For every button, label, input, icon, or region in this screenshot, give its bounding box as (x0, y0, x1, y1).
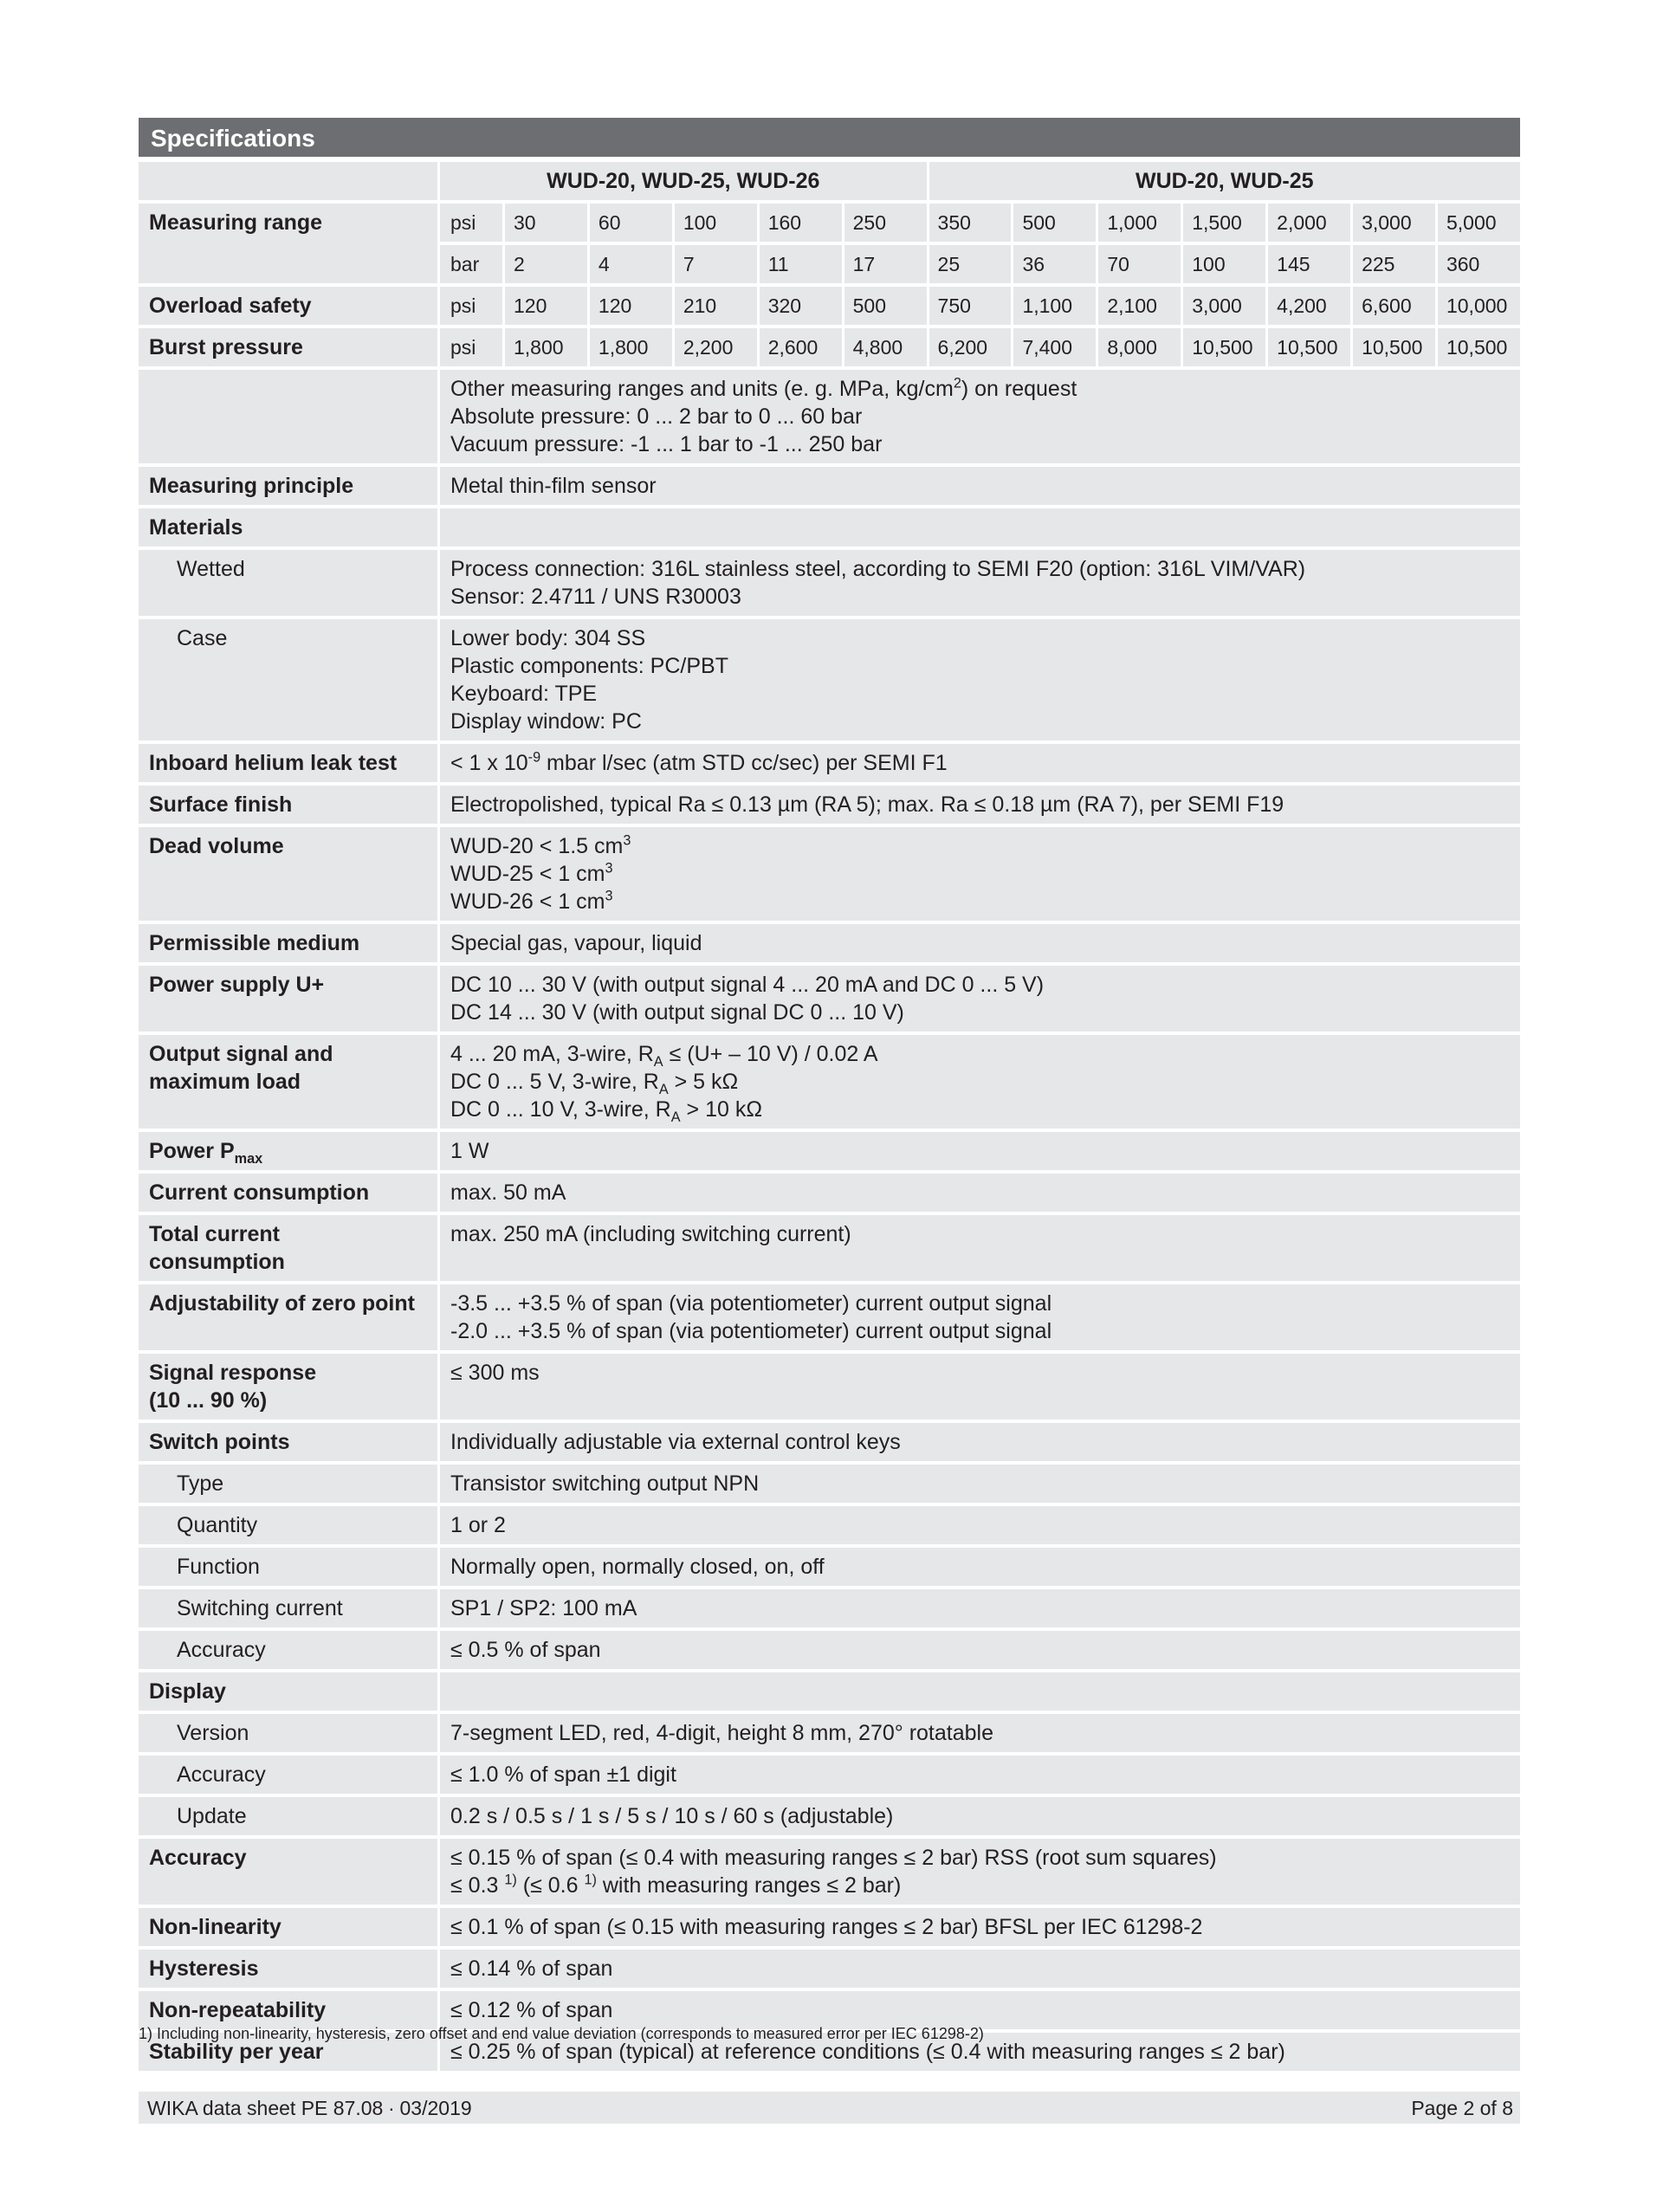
value-cell: 2,600 (760, 328, 842, 366)
value-cell: 3,000 (1353, 204, 1435, 242)
row-label: Surface finish (139, 786, 437, 824)
row-value (440, 1797, 1520, 1835)
spec-row (139, 1354, 1520, 1420)
row-label: Wetted (139, 550, 437, 616)
row-label: Case (139, 619, 437, 741)
row-value (440, 1756, 1520, 1794)
value-cell: 4,200 (1268, 287, 1350, 325)
row-label: Display (139, 1672, 437, 1711)
value-cell: 10,500 (1353, 328, 1435, 366)
specifications-table (136, 158, 1523, 2074)
value-cell: 8,000 (1098, 328, 1181, 366)
row-label (139, 370, 437, 463)
footnote: 1) Including non-linearity, hysteresis, zero offset and end value deviation (corresponds to measured error per IEC 61298-2) (139, 2025, 984, 2042)
value-line: ≤ 300 ms (450, 1361, 540, 1385)
row-value (440, 1174, 1520, 1212)
row-value (440, 966, 1520, 1032)
row-value (440, 1132, 1520, 1170)
value-cell: 5,000 (1438, 204, 1520, 242)
value-line: DC 10 ... 30 V (with output signal 4 ... 20 mA and DC 0 ... 5 V) (450, 973, 1045, 997)
spec-row (139, 508, 1520, 547)
row-value (440, 619, 1520, 741)
value-line: WUD-26 < 1 $cm^3$ (450, 888, 613, 914)
model-group-header: WUD-20, WUD-25, WUD-26 (440, 162, 927, 200)
spec-row (139, 550, 1520, 616)
value-cell: 1,500 (1183, 204, 1265, 242)
row-label: Inboard helium leak test (139, 744, 437, 782)
unit-cell: psi (440, 204, 502, 242)
value-line: Transistor switching output NPN (450, 1471, 760, 1496)
spec-row (139, 619, 1520, 741)
row-value (440, 744, 1520, 782)
value-cell: 25 (929, 245, 1012, 283)
spec-row (139, 827, 1520, 921)
row-value (440, 1908, 1520, 1946)
value-cell: 2,000 (1268, 204, 1350, 242)
row-label: Non-repeatability (139, 1991, 437, 2029)
row-label: Power $P_{max}$ (139, 1132, 437, 1170)
value-cell: 2,100 (1098, 287, 1181, 325)
value-cell: 10,500 (1183, 328, 1265, 366)
value-cell: 120 (505, 287, 587, 325)
row-label: Current consumption (139, 1174, 437, 1212)
value-cell: 4 (590, 245, 672, 283)
row-label: Accuracy (139, 1756, 437, 1794)
row-value (440, 827, 1520, 921)
section-title: Specifications (139, 118, 1520, 157)
pressure-row (139, 204, 1520, 242)
value-cell: 36 (1013, 245, 1096, 283)
value-cell: 360 (1438, 245, 1520, 283)
spec-row (139, 1284, 1520, 1350)
spec-row (139, 1631, 1520, 1669)
row-value (440, 1991, 1520, 2029)
spec-row (139, 1215, 1520, 1281)
value-cell: 500 (1013, 204, 1096, 242)
row-label: Materials (139, 508, 437, 547)
model-group-header-row (139, 162, 1520, 200)
spec-row (139, 1950, 1520, 1988)
value-cell: 120 (590, 287, 672, 325)
row-label: Total current consumption (139, 1215, 437, 1281)
value-line: Absolute pressure: 0 ... 2 bar to 0 ... 60 bar (450, 404, 863, 429)
value-line: WUD-25 < 1 $cm^3$ (450, 860, 613, 886)
spec-row (139, 966, 1520, 1032)
model-group-header: WUD-20, WUD-25 (929, 162, 1520, 200)
value-line: 4 ... 20 mA, 3-wire, $R_A \le (U+ - 10$ V) / 0.02 A (450, 1042, 878, 1070)
value-line: 7-segment LED, red, 4-digit, height 8 mm, 270° rotatable (450, 1721, 993, 1745)
spec-row (139, 1839, 1520, 1905)
spec-row (139, 1756, 1520, 1794)
row-value (440, 550, 1520, 616)
value-line: ≤ 0.25 % of span (typical) at reference conditions (≤ 0.4 with measuring ranges ≤ 2 bar) (450, 2040, 1285, 2064)
value-line: max. 50 mA (450, 1180, 566, 1205)
value-cell: 1,000 (1098, 204, 1181, 242)
page-number: Page 2 of 8 (1411, 2097, 1513, 2119)
value-line: Keyboard: TPE (450, 682, 598, 706)
row-label: Function (139, 1548, 437, 1586)
value-cell: 350 (929, 204, 1012, 242)
value-line: Vacuum pressure: -1 ... 1 bar to -1 ... 250 bar (450, 432, 883, 456)
value-line: Sensor: 2.4711 / UNS R30003 (450, 585, 741, 609)
row-label: Switch points (139, 1423, 437, 1461)
value-cell: 145 (1268, 245, 1350, 283)
spec-row (139, 1174, 1520, 1212)
value-line: Lower body: 304 SS (450, 626, 646, 650)
value-line: max. 250 mA (including switching current) (450, 1222, 851, 1246)
row-label: Power supply U+ (139, 966, 437, 1032)
row-label: Signal response (10 ... 90 %) (139, 1354, 437, 1420)
row-label: Dead volume (139, 827, 437, 921)
value-cell: 320 (760, 287, 842, 325)
row-value (440, 1631, 1520, 1669)
value-line: DC 0 ... 5 V, 3-wire, $R_A > 5$ kΩ (450, 1070, 739, 1097)
row-label: Hysteresis (139, 1950, 437, 1988)
value-line: ≤ 0.5 % of span (450, 1638, 601, 1662)
spec-row (139, 1714, 1520, 1752)
value-line: 1 or 2 (450, 1513, 506, 1537)
row-label: Measuring range (139, 204, 437, 283)
value-line: ≤ 0.14 % of span (450, 1957, 613, 1981)
value-line: DC 14 ... 30 V (with output signal DC 0 ... 10 V) (450, 1000, 904, 1025)
spec-row (139, 786, 1520, 824)
value-cell: 7,400 (1013, 328, 1096, 366)
value-cell: 210 (675, 287, 757, 325)
value-cell: 6,200 (929, 328, 1012, 366)
row-value (440, 370, 1520, 463)
row-value (440, 786, 1520, 824)
datasheet-reference: WIKA data sheet PE 87.08 ∙ 03/2019 (147, 2097, 472, 2119)
value-cell: 30 (505, 204, 587, 242)
value-line: Electropolished, typical Ra ≤ 0.13 µm (RA 5); max. Ra ≤ 0.18 µm (RA 7), per SEMI F19 (450, 792, 1284, 817)
value-line: ≤ 1.0 % of span ±1 digit (450, 1762, 676, 1787)
value-cell: 225 (1353, 245, 1435, 283)
row-label: Quantity (139, 1506, 437, 1544)
value-line: ≤ 0.3 $^{1)}$ (≤ 0.6 $^{1)}$ with measuring ranges ≤ 2 bar) (450, 1872, 902, 1898)
value-cell: 2 (505, 245, 587, 283)
value-line: ≤ 0.12 % of span (450, 1998, 613, 2022)
spec-row (139, 1672, 1520, 1711)
value-line: Process connection: 316L stainless steel, according to SEMI F20 (option: 316L VIM/VAR) (450, 557, 1306, 581)
spec-row (139, 1548, 1520, 1586)
row-value (440, 508, 1520, 547)
value-cell: 1,800 (505, 328, 587, 366)
spec-row (139, 924, 1520, 962)
value-cell: 10,500 (1268, 328, 1350, 366)
row-label: Adjustability of zero point (139, 1284, 437, 1350)
spec-row (139, 370, 1520, 463)
row-label: Accuracy (139, 1839, 437, 1905)
value-line: Plastic components: PC/PBT (450, 654, 728, 678)
value-line: Other measuring ranges and units (e. g. MPa, $kg/cm^2$) on request (450, 375, 1077, 401)
row-value (440, 1714, 1520, 1752)
value-cell: 1,800 (590, 328, 672, 366)
row-label: Version (139, 1714, 437, 1752)
value-line: ≤ 0.15 % of span (≤ 0.4 with measuring ranges ≤ 2 bar) RSS (root sum squares) (450, 1846, 1217, 1870)
value-line: DC 0 ... 10 V, 3-wire, $R_A > 10$ kΩ (450, 1097, 763, 1125)
row-value (440, 924, 1520, 962)
value-line: 1 W (450, 1139, 489, 1163)
row-value (440, 1354, 1520, 1420)
value-cell: 1,100 (1013, 287, 1096, 325)
value-line: SP1 / SP2: 100 mA (450, 1596, 637, 1620)
value-cell: 500 (844, 287, 927, 325)
value-cell: 160 (760, 204, 842, 242)
value-cell: 7 (675, 245, 757, 283)
row-value (440, 1423, 1520, 1461)
value-line: Metal thin-film sensor (450, 474, 657, 498)
value-cell: 10,500 (1438, 328, 1520, 366)
row-value (440, 1465, 1520, 1503)
row-label: Accuracy (139, 1631, 437, 1669)
value-line: Special gas, vapour, liquid (450, 931, 702, 955)
spec-row (139, 1797, 1520, 1835)
value-line: Individually adjustable via external control keys (450, 1430, 901, 1454)
value-cell: 11 (760, 245, 842, 283)
row-value (440, 1215, 1520, 1281)
spec-row (139, 1991, 1520, 2029)
value-cell: 70 (1098, 245, 1181, 283)
spec-row (139, 1465, 1520, 1503)
value-line: Display window: PC (450, 709, 642, 734)
value-line: -2.0 ... +3.5 % of span (via potentiometer) current output signal (450, 1319, 1052, 1343)
row-label: Burst pressure (139, 328, 437, 366)
unit-cell: psi (440, 287, 502, 325)
value-cell: 4,800 (844, 328, 927, 366)
row-label: Non-linearity (139, 1908, 437, 1946)
row-value (440, 1672, 1520, 1711)
value-cell: 750 (929, 287, 1012, 325)
row-value (440, 467, 1520, 505)
value-cell: 250 (844, 204, 927, 242)
value-line: 0.2 s / 0.5 s / 1 s / 5 s / 10 s / 60 s (adjustable) (450, 1804, 894, 1828)
row-value (440, 1589, 1520, 1627)
value-cell: 60 (590, 204, 672, 242)
spec-row (139, 744, 1520, 782)
value-cell: 2,200 (675, 328, 757, 366)
spec-row (139, 467, 1520, 505)
row-label: Overload safety (139, 287, 437, 325)
pressure-row (139, 287, 1520, 325)
value-line: Normally open, normally closed, on, off (450, 1555, 825, 1579)
value-line (450, 1678, 1510, 1705)
value-line: < 1 x $10^{-9}$ mbar l/sec (atm STD cc/sec) per SEMI F1 (450, 749, 948, 775)
spec-row (139, 1423, 1520, 1461)
row-label: Type (139, 1465, 437, 1503)
row-value (440, 1548, 1520, 1586)
row-value (440, 1284, 1520, 1350)
value-cell: 6,600 (1353, 287, 1435, 325)
page-footer (139, 2092, 1520, 2124)
value-cell: 100 (1183, 245, 1265, 283)
spec-row (139, 1908, 1520, 1946)
row-label: Output signal and maximum load (139, 1035, 437, 1129)
value-line: ≤ 0.1 % of span (≤ 0.15 with measuring ranges ≤ 2 bar) BFSL per IEC 61298-2 (450, 1915, 1203, 1939)
value-line: WUD-20 < 1.5 $cm^3$ (450, 832, 631, 858)
value-cell: 100 (675, 204, 757, 242)
row-label: Update (139, 1797, 437, 1835)
unit-cell: bar (440, 245, 502, 283)
unit-cell: psi (440, 328, 502, 366)
value-line: -3.5 ... +3.5 % of span (via potentiometer) current output signal (450, 1291, 1052, 1316)
row-label: Measuring principle (139, 467, 437, 505)
value-cell: 17 (844, 245, 927, 283)
value-line (450, 514, 1510, 541)
row-value (440, 1950, 1520, 1988)
value-cell: 3,000 (1183, 287, 1265, 325)
row-value (440, 1839, 1520, 1905)
row-label: Stability per year (139, 2033, 437, 2071)
row-value (440, 1035, 1520, 1129)
spec-row (139, 1589, 1520, 1627)
row-label: Switching current (139, 1589, 437, 1627)
value-cell: 10,000 (1438, 287, 1520, 325)
row-label: Permissible medium (139, 924, 437, 962)
pressure-row (139, 328, 1520, 366)
empty-header-cell (139, 162, 437, 200)
spec-row (139, 1035, 1520, 1129)
spec-row (139, 1132, 1520, 1170)
row-value (440, 1506, 1520, 1544)
spec-row (139, 1506, 1520, 1544)
